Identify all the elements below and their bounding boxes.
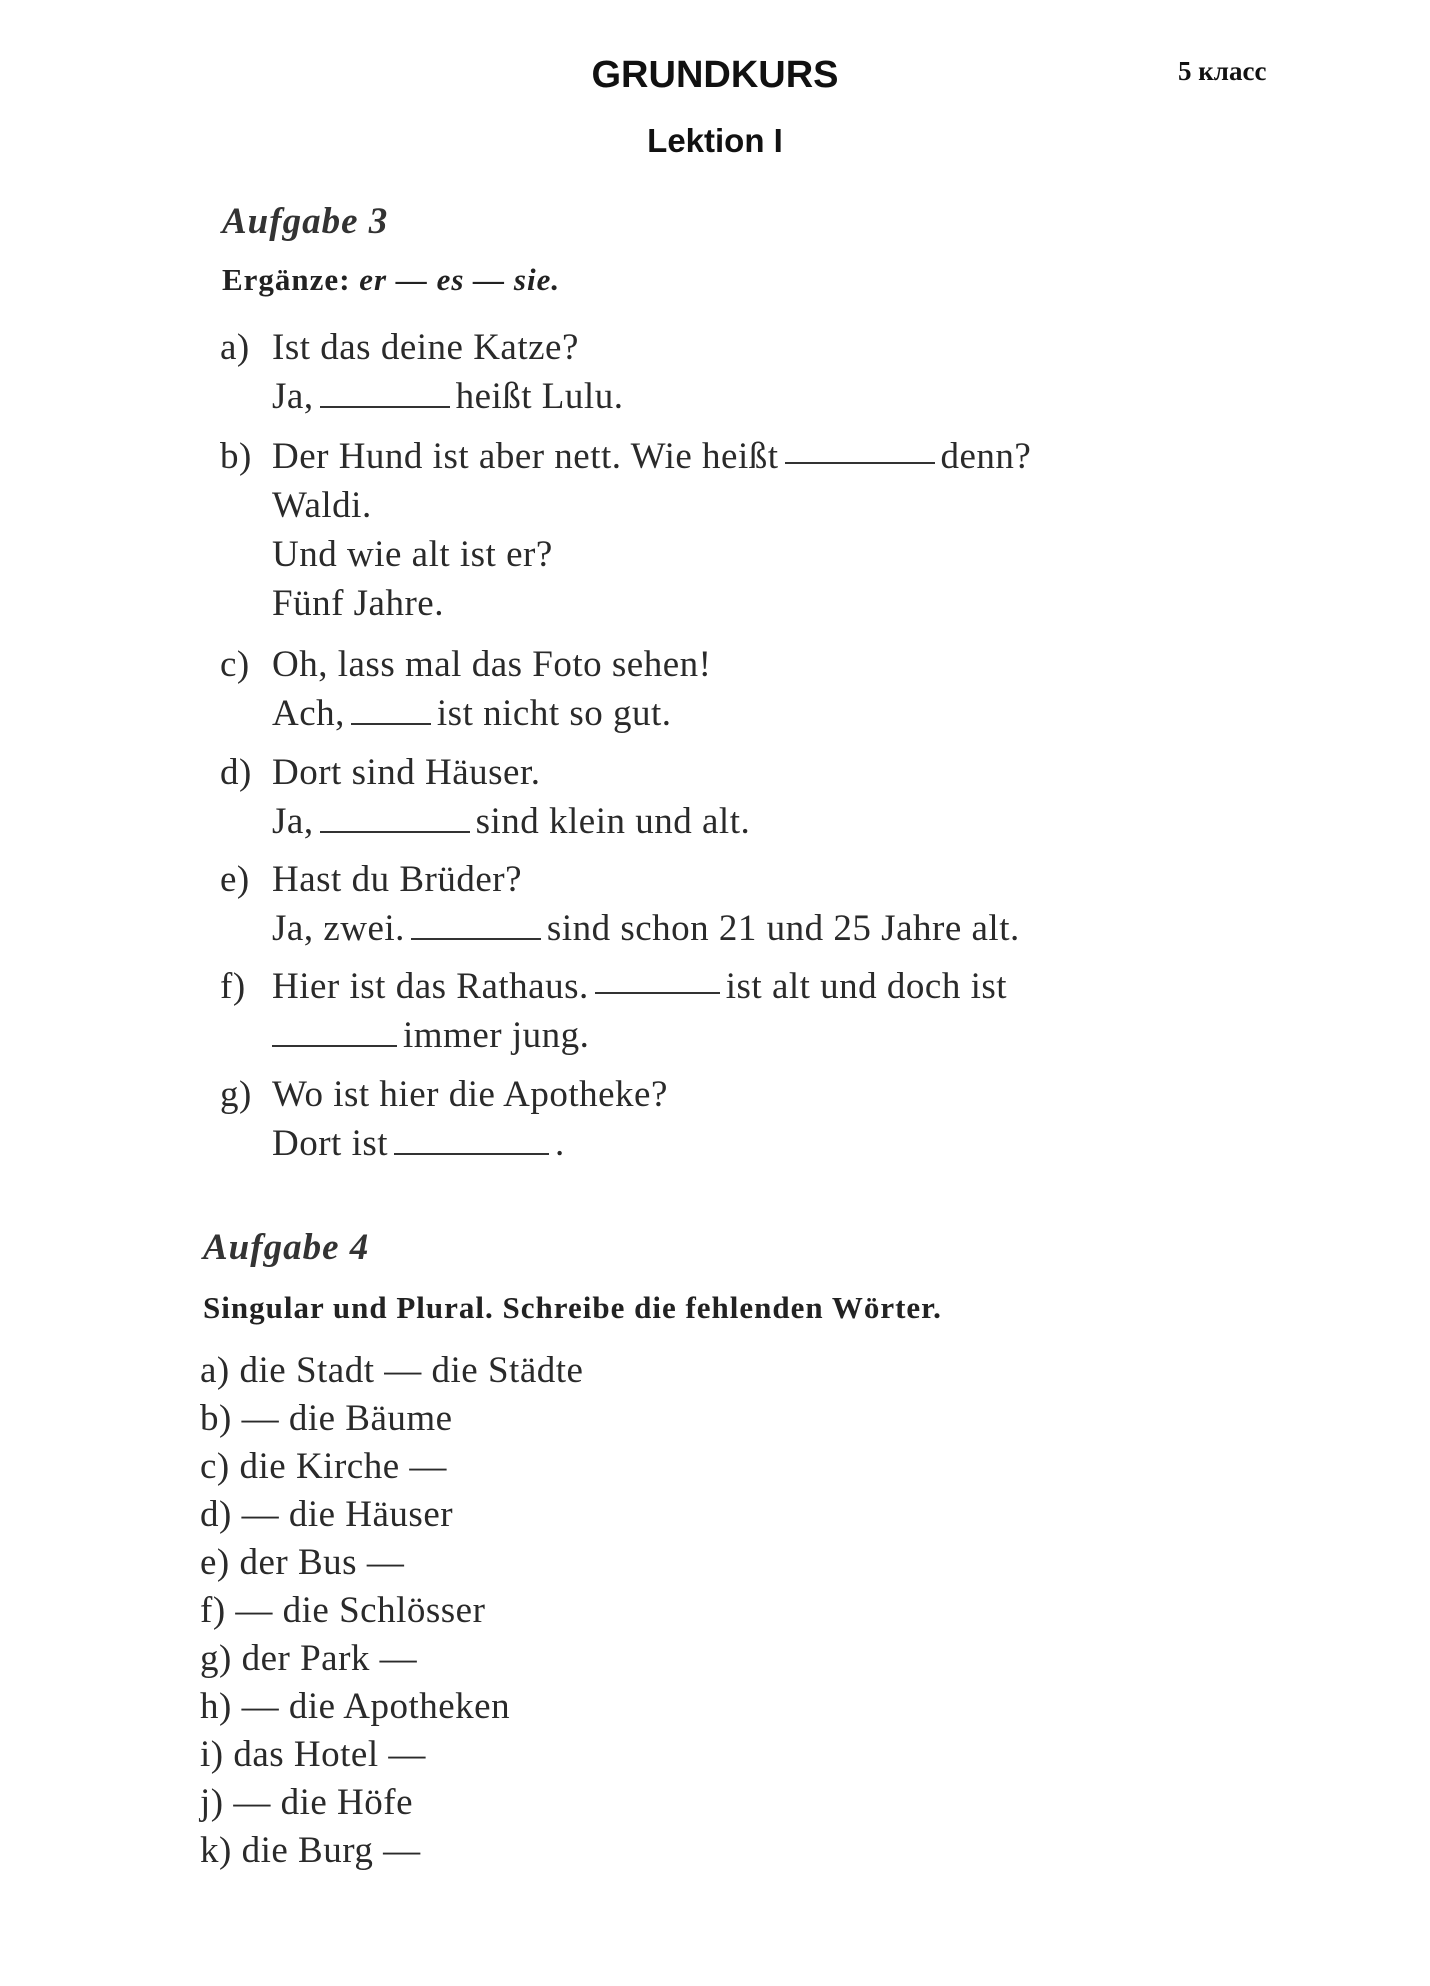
task3-item-f: f) Hier ist das Rathaus. ist alt und doch ist immer jung. xyxy=(220,962,1300,1060)
list-item: d) — die Häuser xyxy=(200,1494,454,1535)
task3-item-c: c) Oh, lass mal das Foto sehen! Ach, ist nicht so gut. xyxy=(220,644,712,734)
list-item: i) das Hotel — xyxy=(200,1734,426,1775)
grade-label: 5 класс xyxy=(1178,56,1267,86)
task3-instruction-prefix: Ergänze: xyxy=(222,262,351,297)
task3-heading: Aufgabe 3 xyxy=(222,201,389,242)
task3-item-a: a) Ist das deine Katze? Ja, heißt Lulu. xyxy=(220,327,624,417)
answer-blank[interactable] xyxy=(785,432,935,464)
answer-blank[interactable] xyxy=(394,1123,549,1155)
answer-blank[interactable] xyxy=(272,1015,397,1047)
page-title: GRUNDKURS xyxy=(591,54,839,96)
list-item: a) die Stadt — die Städte xyxy=(200,1350,584,1391)
task3-item-e: e) Hast du Brüder? Ja, zwei. sind schon 21 und 25 Jahre alt. xyxy=(220,859,1020,949)
lesson-title: Lektion I xyxy=(647,122,783,159)
list-item: c) die Kirche — xyxy=(200,1446,447,1487)
list-item: g) der Park — xyxy=(200,1638,418,1679)
task3-item-g: g) Wo ist hier die Apotheke? Dort ist . xyxy=(220,1074,668,1164)
list-item: j) — die Höfe xyxy=(200,1782,414,1823)
list-item: e) der Bus — xyxy=(200,1542,405,1583)
answer-blank[interactable] xyxy=(595,962,720,994)
list-item: h) — die Apotheken xyxy=(200,1686,511,1727)
task3-instruction xyxy=(222,262,560,298)
answer-blank[interactable] xyxy=(320,801,470,833)
task4-instruction: Singular und Plural. Schreibe die fehlenden Wörter. xyxy=(203,1290,942,1325)
task3-item-d: d) Dort sind Häuser. Ja, sind klein und alt. xyxy=(220,752,751,842)
list-item: k) die Burg — xyxy=(200,1830,421,1871)
task3-instruction-words: er — es — sie. xyxy=(359,262,561,297)
answer-blank[interactable] xyxy=(411,908,541,940)
list-item: b) — die Bäume xyxy=(200,1398,453,1439)
answer-blank[interactable] xyxy=(351,693,431,725)
list-item: f) — die Schlösser xyxy=(200,1590,486,1631)
task3-item-b: b) Der Hund ist aber nett. Wie heißt denn? Waldi. Und wie alt ist er? Fünf Jahre. xyxy=(220,432,1300,628)
task4-list xyxy=(200,1347,583,1875)
task4-heading: Aufgabe 4 xyxy=(203,1227,370,1268)
answer-blank[interactable] xyxy=(320,376,450,408)
